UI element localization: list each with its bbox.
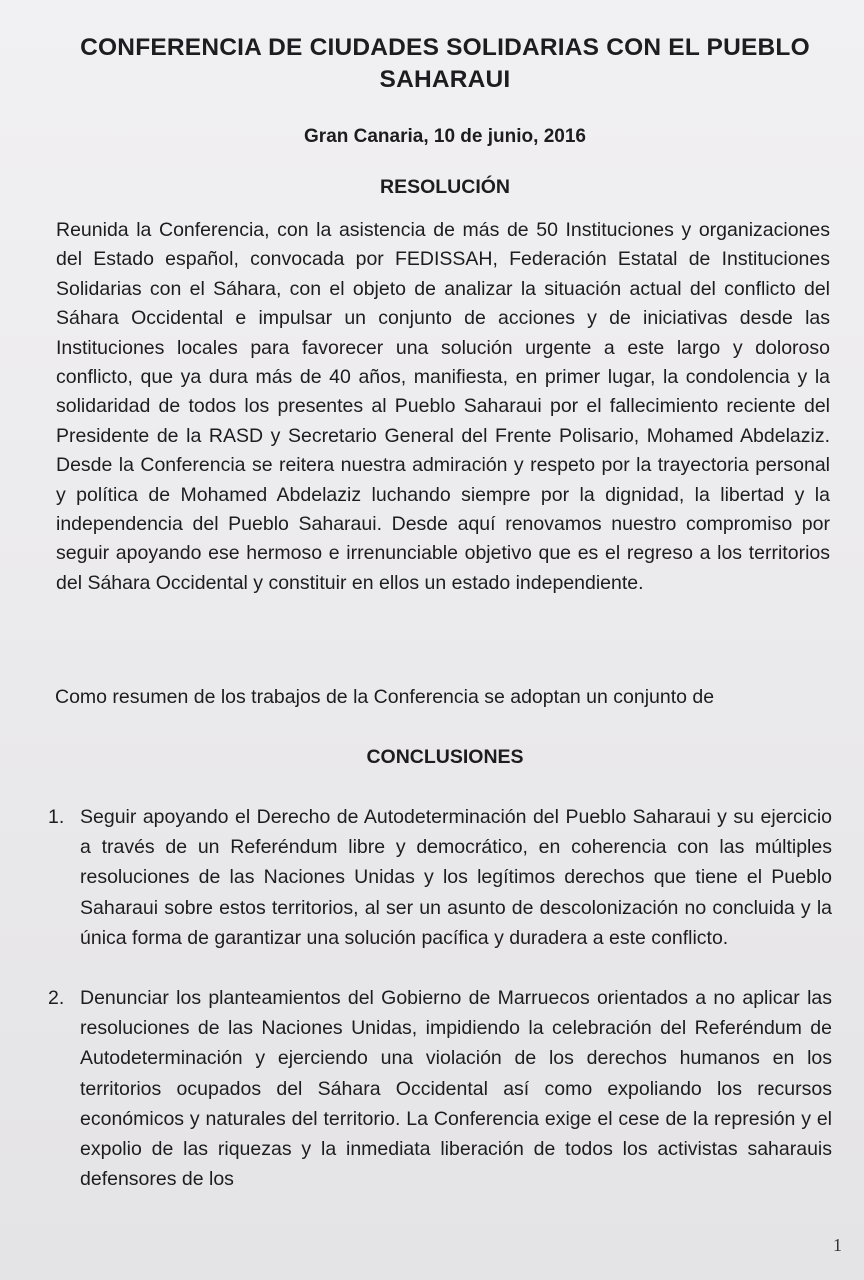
document-title: CONFERENCIA DE CIUDADES SOLIDARIAS CON EL PUEBLO SAHARAUI [80, 34, 810, 93]
conclusions-list [48, 802, 832, 1224]
conclusions-heading: CONCLUSIONES [366, 746, 524, 768]
conclusion-item [48, 983, 832, 1194]
page-number: 1 [833, 1235, 842, 1255]
conclusion-number: 1. [48, 806, 65, 828]
summary-intro: Como resumen de los trabajos de la Conferencia se adoptan un conjunto de [55, 686, 715, 708]
conclusion-text: Seguir apoyando el Derecho de Autodeterminación del Pueblo Saharaui y su ejercicio a través de un Referéndum libre y democrático, en coherencia con las múltiples resoluciones de las Naciones Unidas y los legítimos derechos que tiene el Pueblo Saharaui sobre estos territorios, al ser un asunto de descolonización no concluida y la única forma de garantizar una solución pacífica y duradera a este conflicto. [80, 806, 832, 949]
resolution-paragraph: Reunida la Conferencia, con la asistencia de más de 50 Instituciones y organizaciones del Estado español, convocada por FEDISSAH, Federación Estatal de Instituciones Solidarias con el Sáhara, con el objeto de analizar la situación actual del conflicto del Sáhara Occidental e impulsar un conjunto de acciones y de iniciativas desde las Instituciones locales para favorecer una solución urgente a este largo y doloroso conflicto, que ya dura más de 40 años, manifiesta, en primer lugar, la condolencia y la solidaridad de todos los presentes al Pueblo Saharaui por el fallecimiento reciente del Presidente de la RASD y Secretario General del Frente Polisario, Mohamed Abdelaziz. Desde la Conferencia se reitera nuestra admiración y respeto por la trayectoria personal y política de Mohamed Abdelaziz luchando siempre por la dignidad, la libertad y la independencia del Pueblo Saharaui. Desde aquí renovamos nuestro compromiso por seguir apoyando ese hermoso e irrenunciable objetivo que es el regreso a los territorios del Sáhara Occidental y constituir en ellos un estado independiente. [56, 219, 830, 594]
conclusion-number: 2. [48, 987, 65, 1010]
place-date: Gran Canaria, 10 de junio, 2016 [304, 126, 586, 147]
resolution-heading: RESOLUCIÓN [379, 176, 510, 198]
conclusion-text: Denunciar los planteamientos del Gobierno de Marruecos orientados a no aplicar las resoluciones de las Naciones Unidas, impidiendo la celebración del Referéndum de Autodeterminación y ejerciendo una violación de los derechos humanos en los territorios ocupados del Sáhara Occidental así como expoliando los recursos económicos y naturales del territorio. La Conferencia exige el cese de la represión y el expolio de las riquezas y la inmediata liberación de todos los activistas saharauis defensores de los [80, 987, 832, 1191]
conclusion-item [48, 802, 832, 953]
